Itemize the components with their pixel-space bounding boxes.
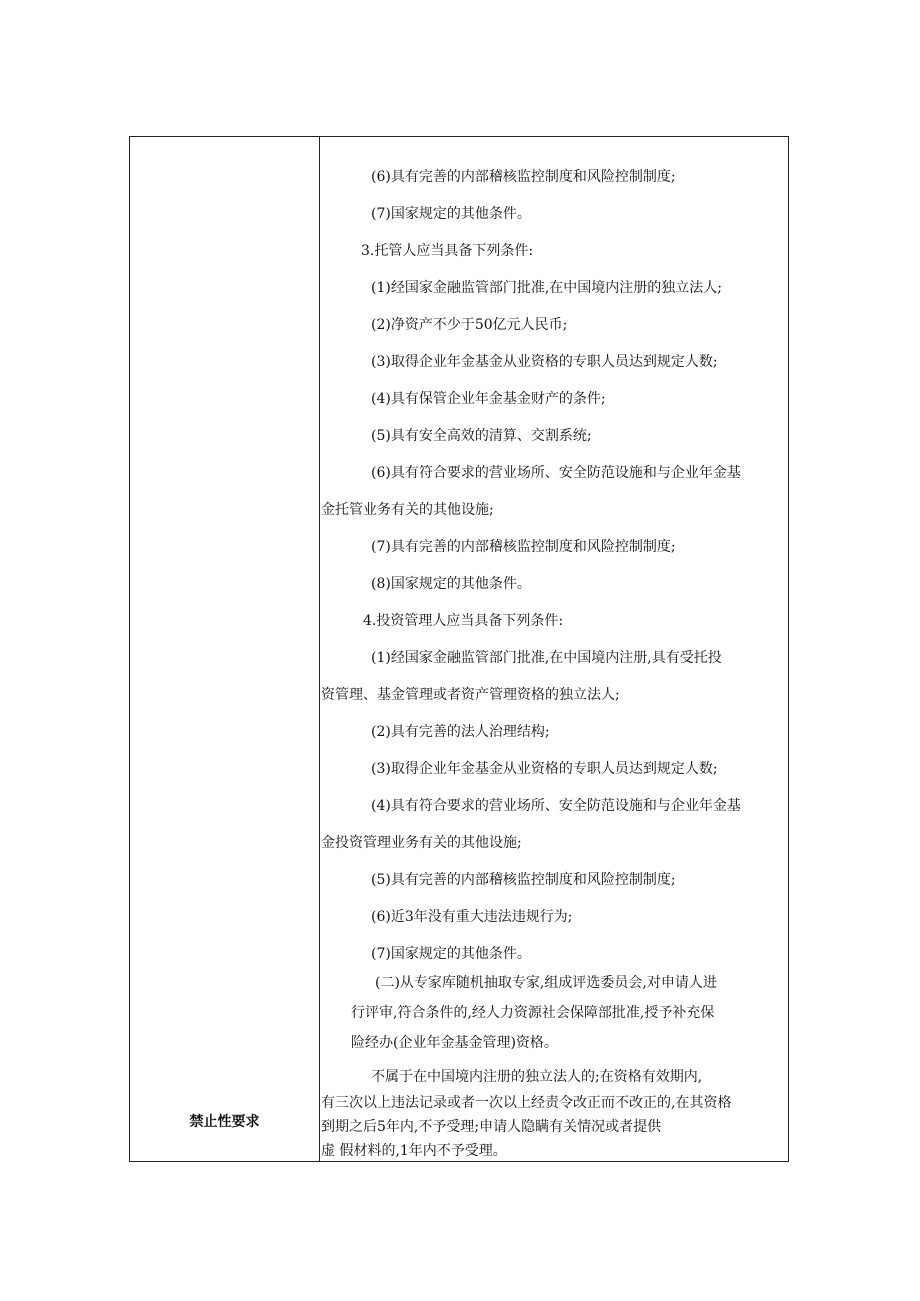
- document-table: [129, 136, 789, 1162]
- text-line: (7)国家规定的其他条件。: [371, 946, 531, 962]
- prohibition-label: 禁止性要求: [189, 1114, 260, 1130]
- text-line: 有三次以上违法记录或者一次以上经责令改正而不改正的,在其资格: [321, 1095, 732, 1111]
- text-line: (6)近3年没有重大违法违规行为;: [371, 909, 573, 925]
- text-line: 行评审,符合条件的,经人力资源社会保障部批准,授予补充保: [351, 1005, 715, 1021]
- text-line: 金托管业务有关的其他设施;: [321, 502, 494, 518]
- text-line: 4.投资管理人应当具备下列条件:: [363, 613, 564, 629]
- text-line: (7)国家规定的其他条件。: [371, 206, 531, 222]
- text-line: (1)经国家金融监管部门批准,在中国境内注册的独立法人;: [371, 280, 722, 296]
- text-line: (4)具有符合要求的营业场所、安全防范设施和与企业年金基: [371, 798, 741, 814]
- text-line: 3.托管人应当具备下列条件:: [361, 243, 534, 259]
- text-line: (1)经国家金融监管部门批准,在中国境内注册,具有受托投: [371, 650, 722, 666]
- text-line: (6)具有符合要求的营业场所、安全防范设施和与企业年金基: [371, 465, 741, 481]
- text-line: (3)取得企业年金基金从业资格的专职人员达到规定人数;: [371, 354, 718, 370]
- column-divider: [319, 137, 320, 1161]
- text-line: 险经办(企业年金基金管理)资格。: [351, 1035, 558, 1051]
- text-line: 金投资管理业务有关的其他设施;: [321, 835, 522, 851]
- text-line: 不属于在中国境内注册的独立法人的;在资格有效期内,: [371, 1069, 703, 1085]
- text-line: 到期之后5年内,不予受理;申请人隐瞒有关情况或者提供: [321, 1119, 662, 1135]
- text-line: (3)取得企业年金基金从业资格的专职人员达到规定人数;: [371, 761, 718, 777]
- text-line: (4)具有保管企业年金基金财产的条件;: [371, 391, 606, 407]
- text-line: 虚 假材料的,1年内不予受理。: [321, 1143, 507, 1159]
- text-line: (7)具有完善的内部稽核监控制度和风险控制制度;: [371, 539, 676, 555]
- text-line: (2)具有完善的法人治理结构;: [371, 724, 550, 740]
- text-line: (5)具有安全高效的清算、交割系统;: [371, 428, 592, 444]
- text-line: (8)国家规定的其他条件。: [371, 576, 531, 592]
- text-line: 资管理、基金管理或者资产管理资格的独立法人;: [321, 687, 620, 703]
- text-line: (2)净资产不少于50亿元人民币;: [371, 317, 568, 333]
- text-line: (二)从专家库随机抽取专家,组成评选委员会,对申请人进: [375, 975, 717, 991]
- text-line: (5)具有完善的内部稽核监控制度和风险控制制度;: [371, 872, 676, 888]
- text-line: (6)具有完善的内部稽核监控制度和风险控制制度;: [371, 169, 676, 185]
